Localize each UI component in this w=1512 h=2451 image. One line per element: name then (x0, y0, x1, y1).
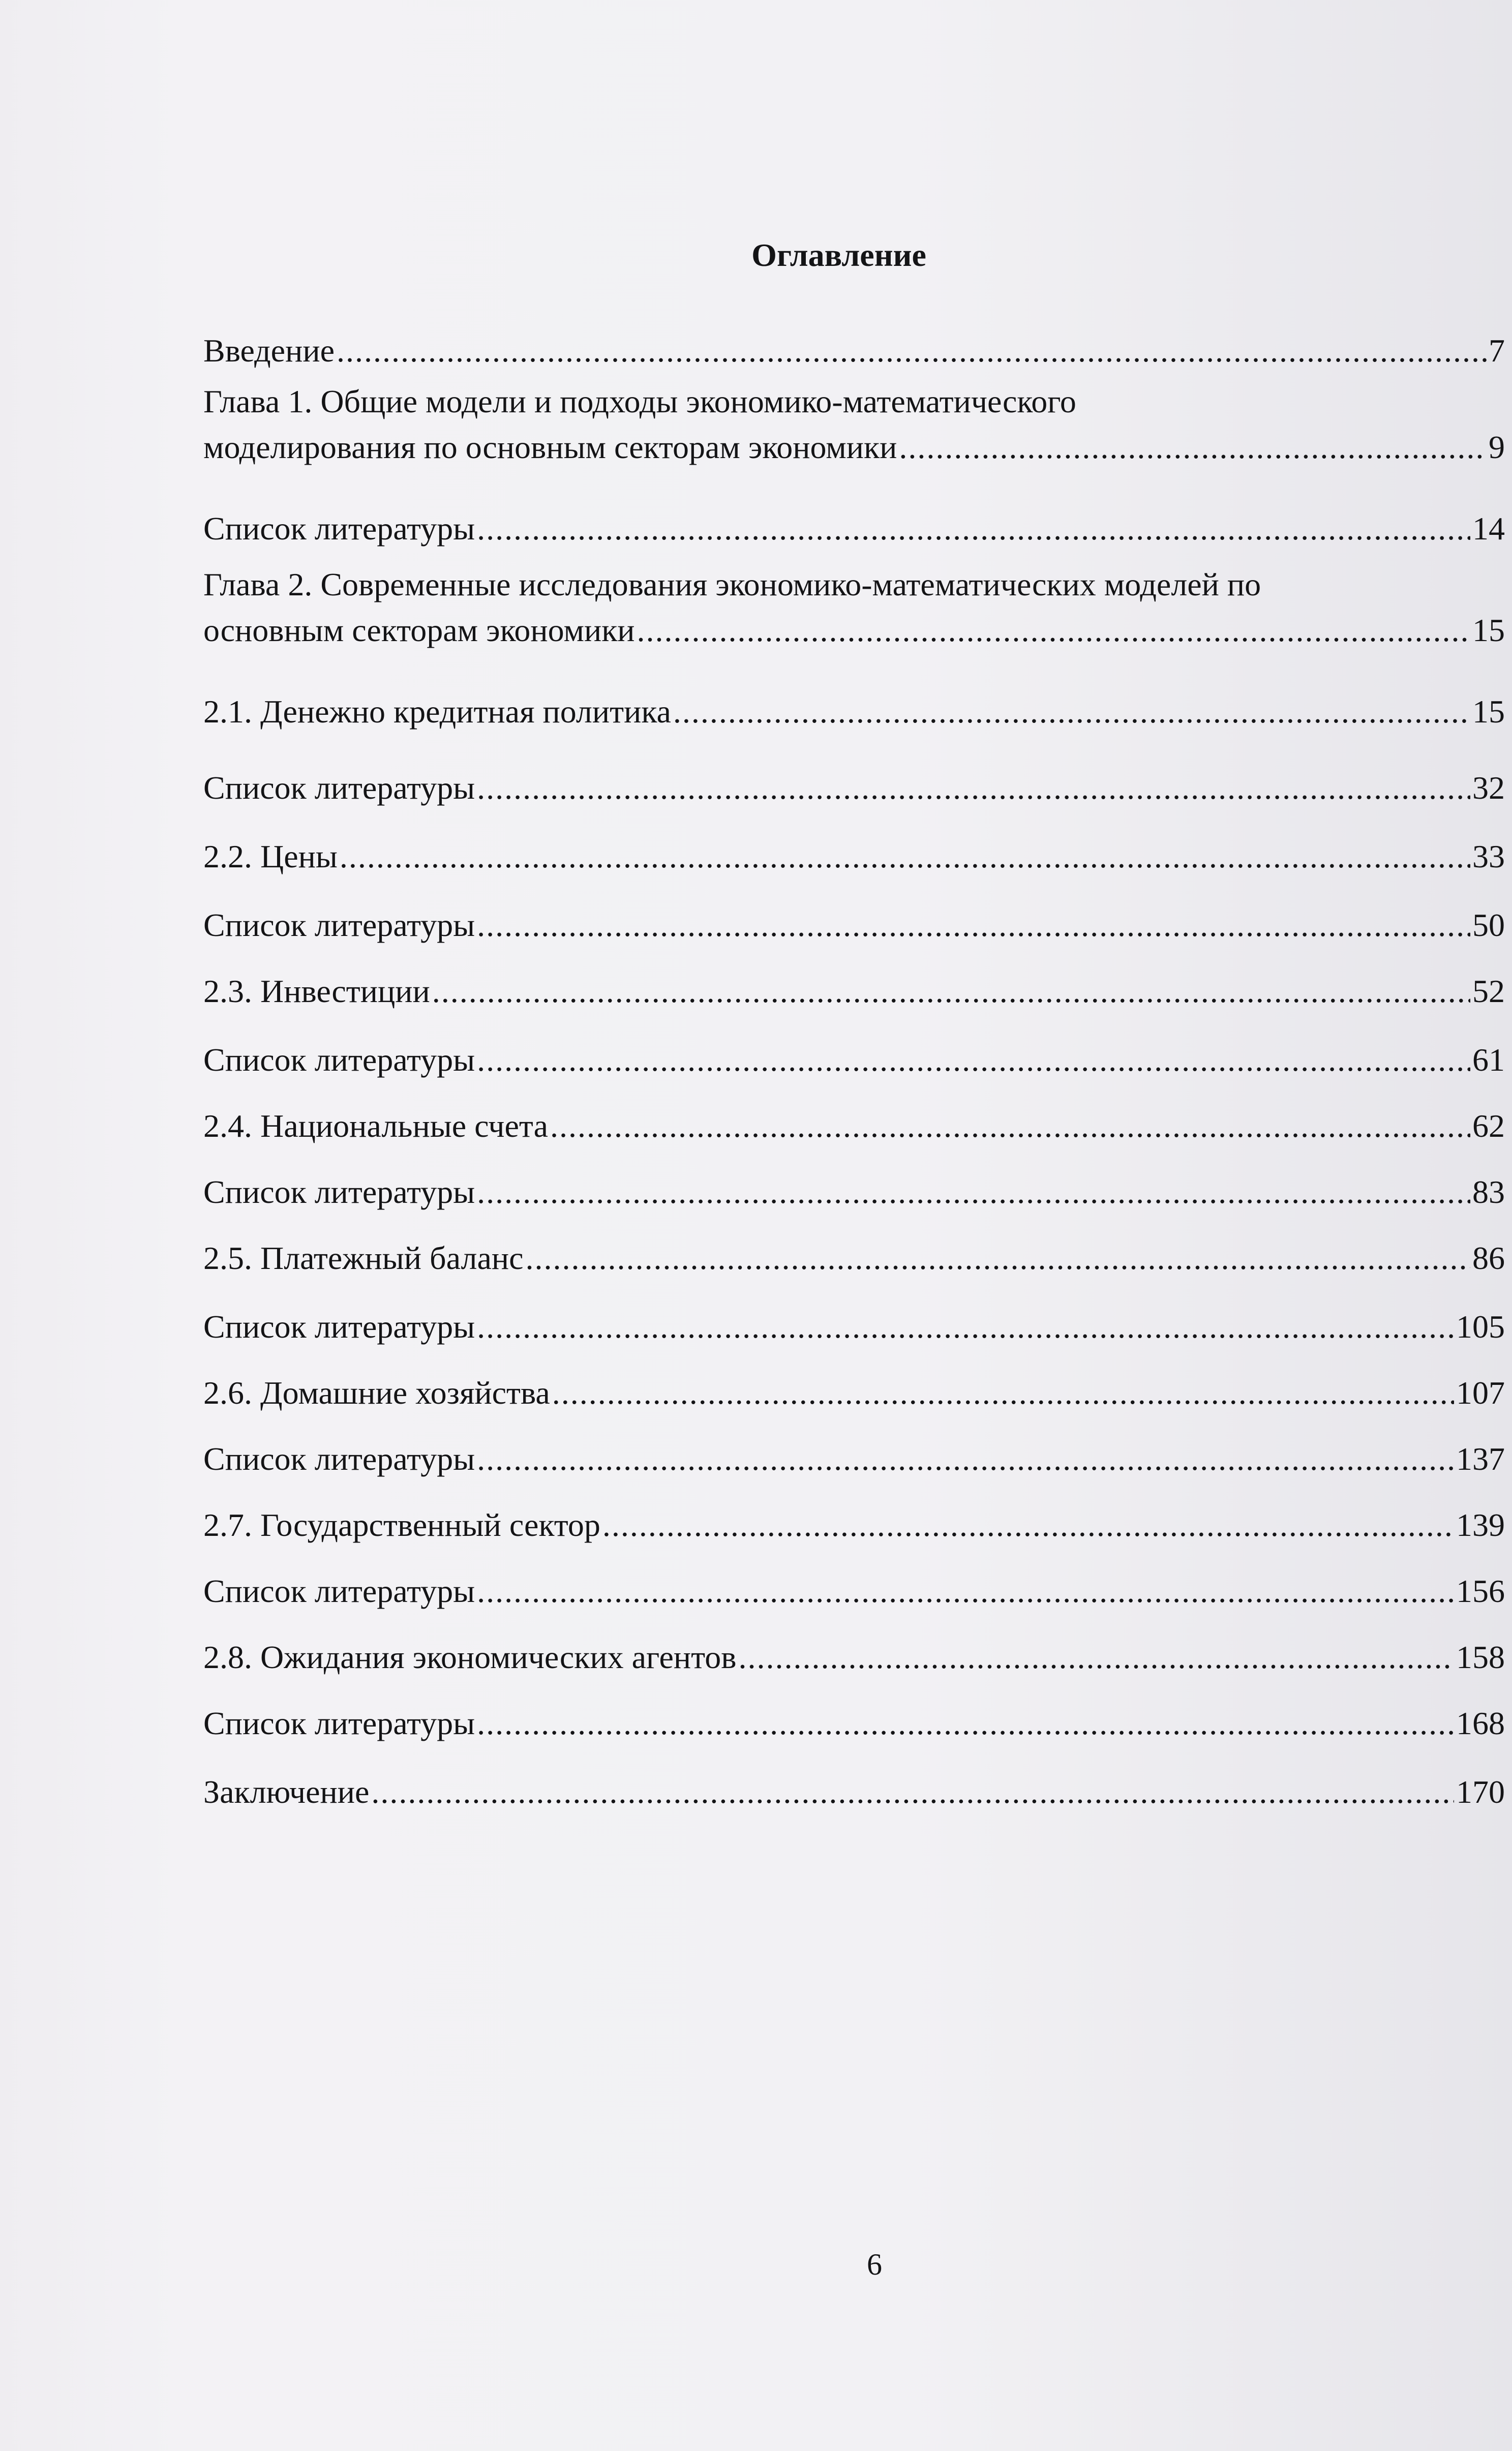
toc-leader-dots (477, 1568, 1454, 1614)
toc-leader-dots (738, 1635, 1454, 1680)
toc-entry-text: 2.5. Платежный баланс (203, 1240, 524, 1276)
toc-entry-text: 2.1. Денежно кредитная политика (203, 693, 671, 730)
toc-entry-page: 86 (1472, 1240, 1505, 1276)
toc-entry-text: Список литературы (203, 1573, 475, 1609)
toc-entry-page: 61 (1472, 1042, 1505, 1078)
toc-entry-text: Введение (203, 332, 335, 369)
toc-entry-text: Список литературы (203, 770, 475, 806)
page-number: 6 (867, 2248, 882, 2281)
toc-entry-references (203, 1037, 1505, 1083)
toc-entry-page: 9 (1489, 429, 1505, 465)
toc-entry-text-line-1: Глава 1. Общие модели и подходы экономико-математического (203, 383, 1076, 419)
toc-entry-page: 33 (1472, 838, 1505, 874)
toc-entry-page: 15 (1472, 612, 1505, 648)
toc-entry-section-2-8 (203, 1635, 1505, 1680)
toc-entry-references (203, 1436, 1505, 1482)
toc-entry-references (203, 1568, 1505, 1614)
toc-leader-dots (340, 834, 1470, 880)
toc-entry-text: 2.7. Государственный сектор (203, 1507, 600, 1543)
toc-leader-dots (637, 608, 1470, 653)
toc-leader-dots (477, 1701, 1454, 1746)
toc-entry-text: Список литературы (203, 1705, 475, 1741)
toc-leader-dots (477, 1169, 1470, 1215)
toc-leader-dots (526, 1235, 1470, 1281)
toc-leader-dots (477, 765, 1470, 811)
toc-entry-page: 32 (1472, 770, 1505, 806)
toc-entry-text: 2.6. Домашние хозяйства (203, 1375, 550, 1411)
toc-leader-dots (673, 689, 1470, 735)
toc-entry-page: 7 (1489, 332, 1505, 369)
toc-entry-page: 62 (1472, 1108, 1505, 1144)
toc-entry-text: Список литературы (203, 510, 475, 547)
toc-entry-page: 158 (1456, 1639, 1505, 1675)
toc-leader-dots (477, 1304, 1454, 1350)
toc-entry-page: 105 (1456, 1309, 1505, 1345)
toc-entry-text: Список литературы (203, 1309, 475, 1345)
toc-leader-dots (602, 1502, 1454, 1548)
toc-entry-section-2-3 (203, 969, 1505, 1014)
toc-entry-page: 50 (1472, 907, 1505, 943)
toc-entry-chapter-2 (203, 562, 1505, 653)
toc-entry-text: основным секторам экономики (203, 612, 635, 648)
toc-entry-text-line-1: Глава 2. Современные исследования экономико-математических моделей по (203, 566, 1261, 602)
toc-entry-introduction (203, 328, 1505, 374)
toc-entry-text: 2.8. Ожидания экономических агентов (203, 1639, 737, 1675)
toc-entry-chapter-1 (203, 379, 1505, 470)
toc-entry-text: Список литературы (203, 907, 475, 943)
toc-entry-section-2-1 (203, 689, 1505, 735)
toc-entry-text: Список литературы (203, 1441, 475, 1477)
toc-entry-section-2-5 (203, 1235, 1505, 1281)
toc-leader-dots (552, 1370, 1454, 1416)
toc-leader-dots (550, 1103, 1470, 1149)
toc-entry-page: 137 (1456, 1441, 1505, 1477)
toc-entry-page: 170 (1456, 1774, 1505, 1810)
toc-entry-text: Список литературы (203, 1174, 475, 1210)
toc-leader-dots (477, 1037, 1470, 1083)
toc-title (0, 239, 1512, 271)
toc-entry-section-2-2 (203, 834, 1505, 880)
toc-entry-page: 52 (1472, 973, 1505, 1009)
toc-entry-references (203, 1304, 1505, 1350)
toc-entry-text: моделирования по основным секторам экономики (203, 429, 897, 465)
toc-leader-dots (371, 1769, 1454, 1815)
toc-title-text: Оглавление (751, 237, 926, 273)
toc-entry-page: 156 (1456, 1573, 1505, 1609)
toc-entry-section-2-6 (203, 1370, 1505, 1416)
toc-leader-dots (337, 328, 1487, 374)
toc-leader-dots (477, 902, 1470, 948)
toc-entry-text: Заключение (203, 1774, 370, 1810)
toc-entry-text: Список литературы (203, 1042, 475, 1078)
toc-entry-text: 2.2. Цены (203, 838, 338, 874)
toc-entry-references (203, 1169, 1505, 1215)
toc-entry-page: 15 (1472, 693, 1505, 730)
toc-entry-references (203, 765, 1505, 811)
toc-entry-section-2-7 (203, 1502, 1505, 1548)
toc-leader-dots (477, 506, 1470, 552)
toc-entry-conclusion (203, 1769, 1505, 1815)
toc-entry-text: 2.3. Инвестиции (203, 973, 430, 1009)
toc-leader-dots (477, 1436, 1454, 1482)
toc-entry-section-2-4 (203, 1103, 1505, 1149)
toc-entry-page: 139 (1456, 1507, 1505, 1543)
toc-entry-text: 2.4. Национальные счета (203, 1108, 548, 1144)
toc-leader-dots (432, 969, 1470, 1014)
toc-entry-page: 107 (1456, 1375, 1505, 1411)
toc-leader-dots (899, 425, 1487, 470)
toc-entry-page: 168 (1456, 1705, 1505, 1741)
toc-entry-references (203, 1701, 1505, 1746)
toc-entry-page: 83 (1472, 1174, 1505, 1210)
toc-entry-page: 14 (1472, 510, 1505, 547)
toc-entry-references (203, 902, 1505, 948)
toc-entry-references (203, 506, 1505, 552)
